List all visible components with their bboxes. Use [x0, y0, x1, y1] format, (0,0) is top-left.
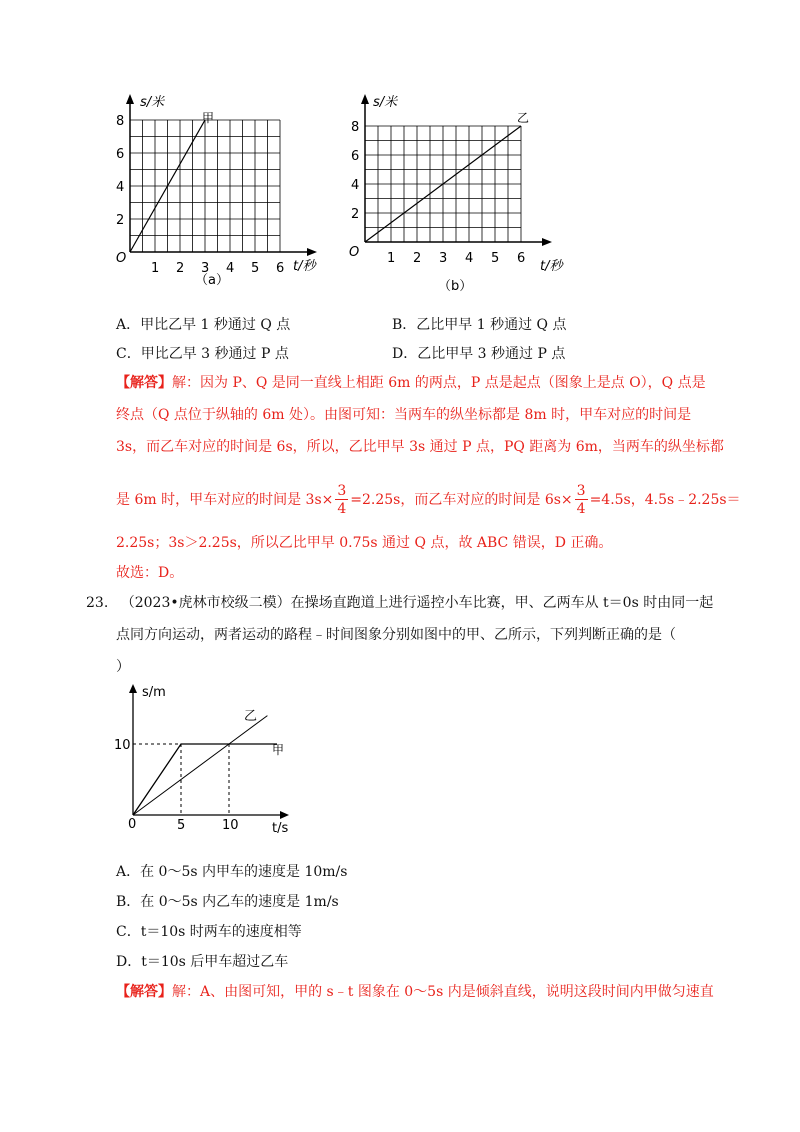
x-tick-label: 4 [465, 251, 474, 266]
q22-answer-line-1 [116, 373, 706, 393]
figure-c [112, 680, 312, 840]
x-tick-label: 2 [413, 251, 422, 266]
answer-tag: 【解答】 [116, 375, 172, 391]
figure-c-xlabel: t/s [272, 821, 289, 836]
q23-stem-line-2: 点同方向运动，两者运动的路程﹣时间图象分别如图中的甲、乙所示，下列判断正确的是（ [116, 627, 676, 643]
series-yi [133, 716, 267, 815]
y-tick-label: 2 [351, 207, 360, 222]
x-tick-label: 6 [517, 251, 526, 266]
figure-b-line-label: 乙 [517, 111, 530, 125]
question-number: 23. [86, 595, 109, 611]
x-tick-label: 1 [151, 261, 160, 276]
figure-b-x-arrow [542, 238, 552, 246]
x-tick-label: 10 [222, 818, 239, 833]
y-tick-label: 8 [351, 120, 360, 135]
figure-b-origin: O [349, 245, 360, 260]
fraction [335, 484, 348, 516]
q22-option-c[interactable]: C．甲比乙早 3 秒通过 P 点 [116, 346, 289, 362]
q23-option-c[interactable]: C．t＝10s 时两车的速度相等 [116, 924, 302, 940]
y-tick-label: 4 [351, 178, 360, 193]
figure-a-origin: O [116, 251, 127, 266]
q22-choose: 故选：D。 [116, 565, 184, 581]
q22-answer-line-3: 3s，而乙车对应的时间是 6s，所以，乙比甲早 3s 通过 P 点，PQ 距离为 6m，当两车的纵坐标都 [116, 439, 724, 455]
figure-b-xlabel: t/秒 [540, 259, 563, 274]
fraction-denominator: 4 [337, 501, 347, 517]
answer-text: 解：A、由图可知，甲的 s﹣t 图象在 0～5s 内是倾斜直线，说明这段时间内甲做匀速直 [172, 984, 714, 1000]
figure-a-caption: （a） [195, 273, 229, 288]
x-tick-label: 2 [176, 261, 185, 276]
x-tick-label: 5 [251, 261, 260, 276]
x-tick-label: 5 [491, 251, 500, 266]
figure-a [110, 92, 325, 292]
figure-b [345, 92, 585, 302]
q23-option-a[interactable]: A．在 0～5s 内甲车的速度是 10m/s [116, 864, 348, 880]
fraction-numerator: 3 [337, 483, 347, 499]
figure-b-caption: （b） [438, 279, 473, 294]
y-tick-label: 10 [114, 738, 131, 753]
answer-tag: 【解答】 [116, 984, 172, 1000]
x-tick-label: 1 [387, 251, 396, 266]
figure-a-ylabel: s/米 [140, 95, 165, 110]
figure-a-line-label: 甲 [202, 111, 215, 125]
y-tick-label: 8 [116, 114, 125, 129]
y-tick-label: 6 [351, 149, 360, 164]
q23-option-b[interactable]: B．在 0～5s 内乙车的速度是 1m/s [116, 894, 339, 910]
y-tick-label: 4 [116, 180, 125, 195]
answer-text: =4.5s，4.5s﹣2.25s＝ [589, 492, 741, 508]
x-tick-label: 4 [226, 261, 235, 276]
figure-b-ylabel: s/米 [373, 95, 398, 110]
q23-stem-line-3: ） [116, 659, 130, 675]
q23-option-d[interactable]: D．t＝10s 后甲车超过乙车 [116, 954, 289, 970]
fraction [575, 484, 588, 516]
answer-text: =2.25s，而乙车对应的时间是 6s× [350, 492, 573, 508]
figure-a-grid [130, 120, 280, 252]
figure-c-y-arrow [129, 684, 137, 693]
figure-a-x-arrow [307, 248, 317, 256]
figure-c-ylabel: s/m [142, 685, 166, 700]
figure-b-y-arrow [361, 94, 369, 104]
q22-answer-line-4 [116, 482, 741, 518]
figure-a-xlabel: t/秒 [293, 259, 316, 274]
q22-answer-line-2: 终点（Q 点位于纵轴的 6m 处）。由图可知：当两车的纵坐标都是 8m 时，甲车对应的时间是 [116, 407, 692, 423]
figure-c-label-jia: 甲 [272, 743, 285, 757]
y-tick-label: 6 [116, 147, 125, 162]
fraction-denominator: 4 [576, 501, 586, 517]
q22-option-d[interactable]: D．乙比甲早 3 秒通过 P 点 [392, 346, 566, 362]
x-tick-label: 3 [201, 261, 210, 276]
q23-stem-line-1 [86, 593, 713, 613]
q22-option-b[interactable]: B．乙比甲早 1 秒通过 Q 点 [392, 317, 567, 333]
x-tick-label: 5 [177, 818, 186, 833]
q22-option-a[interactable]: A．甲比乙早 1 秒通过 Q 点 [116, 317, 291, 333]
answer-text: 解：因为 P、Q 是同一直线上相距 6m 的两点，P 点是起点（图象上是点 O），Q 点是 [172, 375, 706, 391]
question-text: （2023•虎林市校级二模）在操场直跑道上进行遥控小车比赛，甲、乙两车从 t＝0s 时由同一起 [120, 595, 714, 611]
y-tick-label: 2 [116, 213, 125, 228]
fraction-numerator: 3 [576, 483, 586, 499]
series-jia [133, 744, 277, 815]
figure-c-x-arrow [280, 811, 289, 819]
figure-c-label-yi: 乙 [244, 709, 258, 724]
figure-c-origin: 0 [128, 817, 137, 832]
x-tick-label: 6 [276, 261, 285, 276]
figure-a-y-arrow [126, 94, 134, 104]
x-tick-label: 3 [439, 251, 448, 266]
q22-answer-line-5: 2.25s；3s＞2.25s，所以乙比甲早 0.75s 通过 Q 点，故 ABC 错误，D 正确。 [116, 535, 613, 551]
answer-text: 是 6m 时，甲车对应的时间是 3s× [116, 492, 334, 508]
q23-answer-line-1 [116, 982, 714, 1002]
